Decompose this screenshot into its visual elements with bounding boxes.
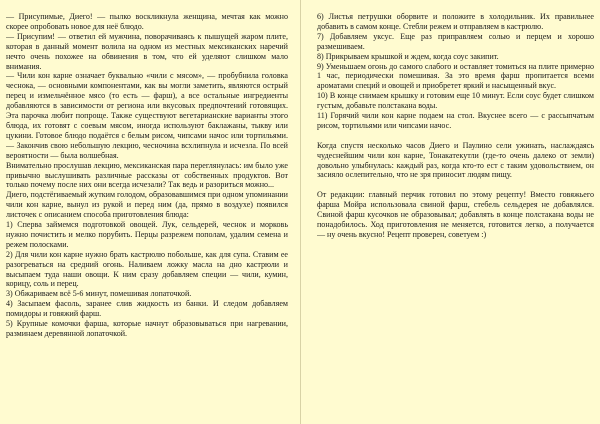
left-paragraph: — Присупим! — ответил ей мужчина, поворачиваясь к пышущей жаром плите, которая в данный момент волила на одном из местных мексиканских наречий нечто очень похожее на обвинения в том, что ей уделяют слишком мало внимания. [6,31,288,71]
recipe-step: 4) Засыпаем фасоль, заранее слив жидкость из банки. И следом добавляем помидоры и говяжий фарш. [6,299,288,319]
recipe-step: 11) Горячий чили кон карне подаем на стол. Вкуснее всего — с рассыпчатым рисом, тортильями или чипсами начос. [317,111,594,130]
recipe-step: 1) Сперва займемся подготовкой овощей. Лук, сельдерей, чеснок и морковь нужно почистить и мелко порубить. Перцы разрежем пополам, удалим семена и режем полосками. [6,220,288,249]
left-paragraph: Диего, подстёгиваемый жутким голодом, образовавшимся при одном упоминании чили кон карне, вынул из рукой и перед ним (да, прямо в воздухе) появился листочек с описанием способа приготовления блюда: [6,190,288,220]
left-paragraph: Внимательно прослушав лекцию, мексиканская пара переглянулась: им было уже привычно выслушивать различные рассказы от собственных продуктов. Вот только почему после них они всегда исчезали? Так ведь и разориться можно... [6,160,288,190]
recipe-step: 6) Листья петрушки оборвите и положите в холодильник. Их правильнее добавить в самом конце. Стебли режем и отправляем в кастрюлю. [317,12,594,31]
page-divider [300,0,301,424]
editor-note: От редакции: главный перчик готовил по этому рецепту! Вместо говяжьего фарша Мойра использовала свиной фарш, стебель сельдерея не добавлялся. Свиной фарш кусочков не образовывал; добавлять в конце полстакана воды не понадобилось. Ход приготовления не меняется, готовится легко, а получается — ну очень вкусно! Рецепт проверен, советуем :) [317,190,594,239]
recipe-step: 3) Обжариваем всё 5-6 минут, помешивая лопаточкой. [6,289,192,299]
recipe-step: 2) Для чили кон карне нужно брать кастрюлю побольше, как для супа. Ставим ее разогреваться на средний огонь. Наливаем ложку масла на дно кастрюли и высыпаем туда наши овощи. К ним сразу добавляем специи — чили, кумин, корицу, соль и перец. [6,249,288,289]
left-page [6,12,288,416]
closing-paragraph: Когда спустя несколько часов Диего и Паулино сели ужинать, наслаждаясь чудеснейшим чили кон карне, Тонакатекутли (где-то очень далеко от земли) довольно улыбнулась: каждый раз, когда кто-то ест с таким удовольствием, он засияло ослепительно, что не зря приносит людям пищу. [317,140,594,180]
recipe-step: 8) Прикрываем крышкой и ждем, когда соус закипит. [317,51,499,61]
left-paragraph: — Чили кон карне означает буквально «чили с мясом», — пробубнила головка чеснока, — основными компонентами, как вы могли заметить, являются острый перец и измельчённое мясо (то есть — фарш), а все остальные ингредиенты добавляются в зависимости от региона или вкусовых предпочтений готовящих. Эта парочка любит попроще. Также существуют вегетарианские варианты этого блюда, их готовят с соевым мясом, иногда используют баклажаны, тыкву или цукини. Готовое блюдо подаётся с белым рисом, чипсами начос или тортильями. — Закончив свою небольшую лекцию, чесночина всхлипнула и исчезла. По всей вероятности — была волшебная. [6,71,288,160]
recipe-step: 10) В конце снимаем крышку и готовим еще 10 минут. Если соус будет слишком густым, добавьте полстакана воды. [317,91,594,111]
right-page [317,12,594,416]
recipe-step: 7) Добавляем уксус. Еще раз приправляем солью и перцем и хорошо размешиваем. [317,31,594,51]
paragraph-gap [317,180,594,190]
recipe-step: 5) Крупные комочки фарша, которые начнут образовываться при нагревании, разминаем деревянной лопаточкой. [6,319,288,338]
recipe-step: 9) Уменьшаем огонь до самого слабого и оставляет томиться на плите примерно 1 час, периодически помешивая. За это время фарш пропитается всеми ароматами специй и овощей и приобретет яркий и насыщенный вкус. [317,61,594,91]
left-paragraph: — Присупимые, Диего! — пылко воскликнула женщина, мечтая как можно скорее опробовать новое для неё блюдо. [6,12,288,31]
paragraph-gap [317,131,594,141]
